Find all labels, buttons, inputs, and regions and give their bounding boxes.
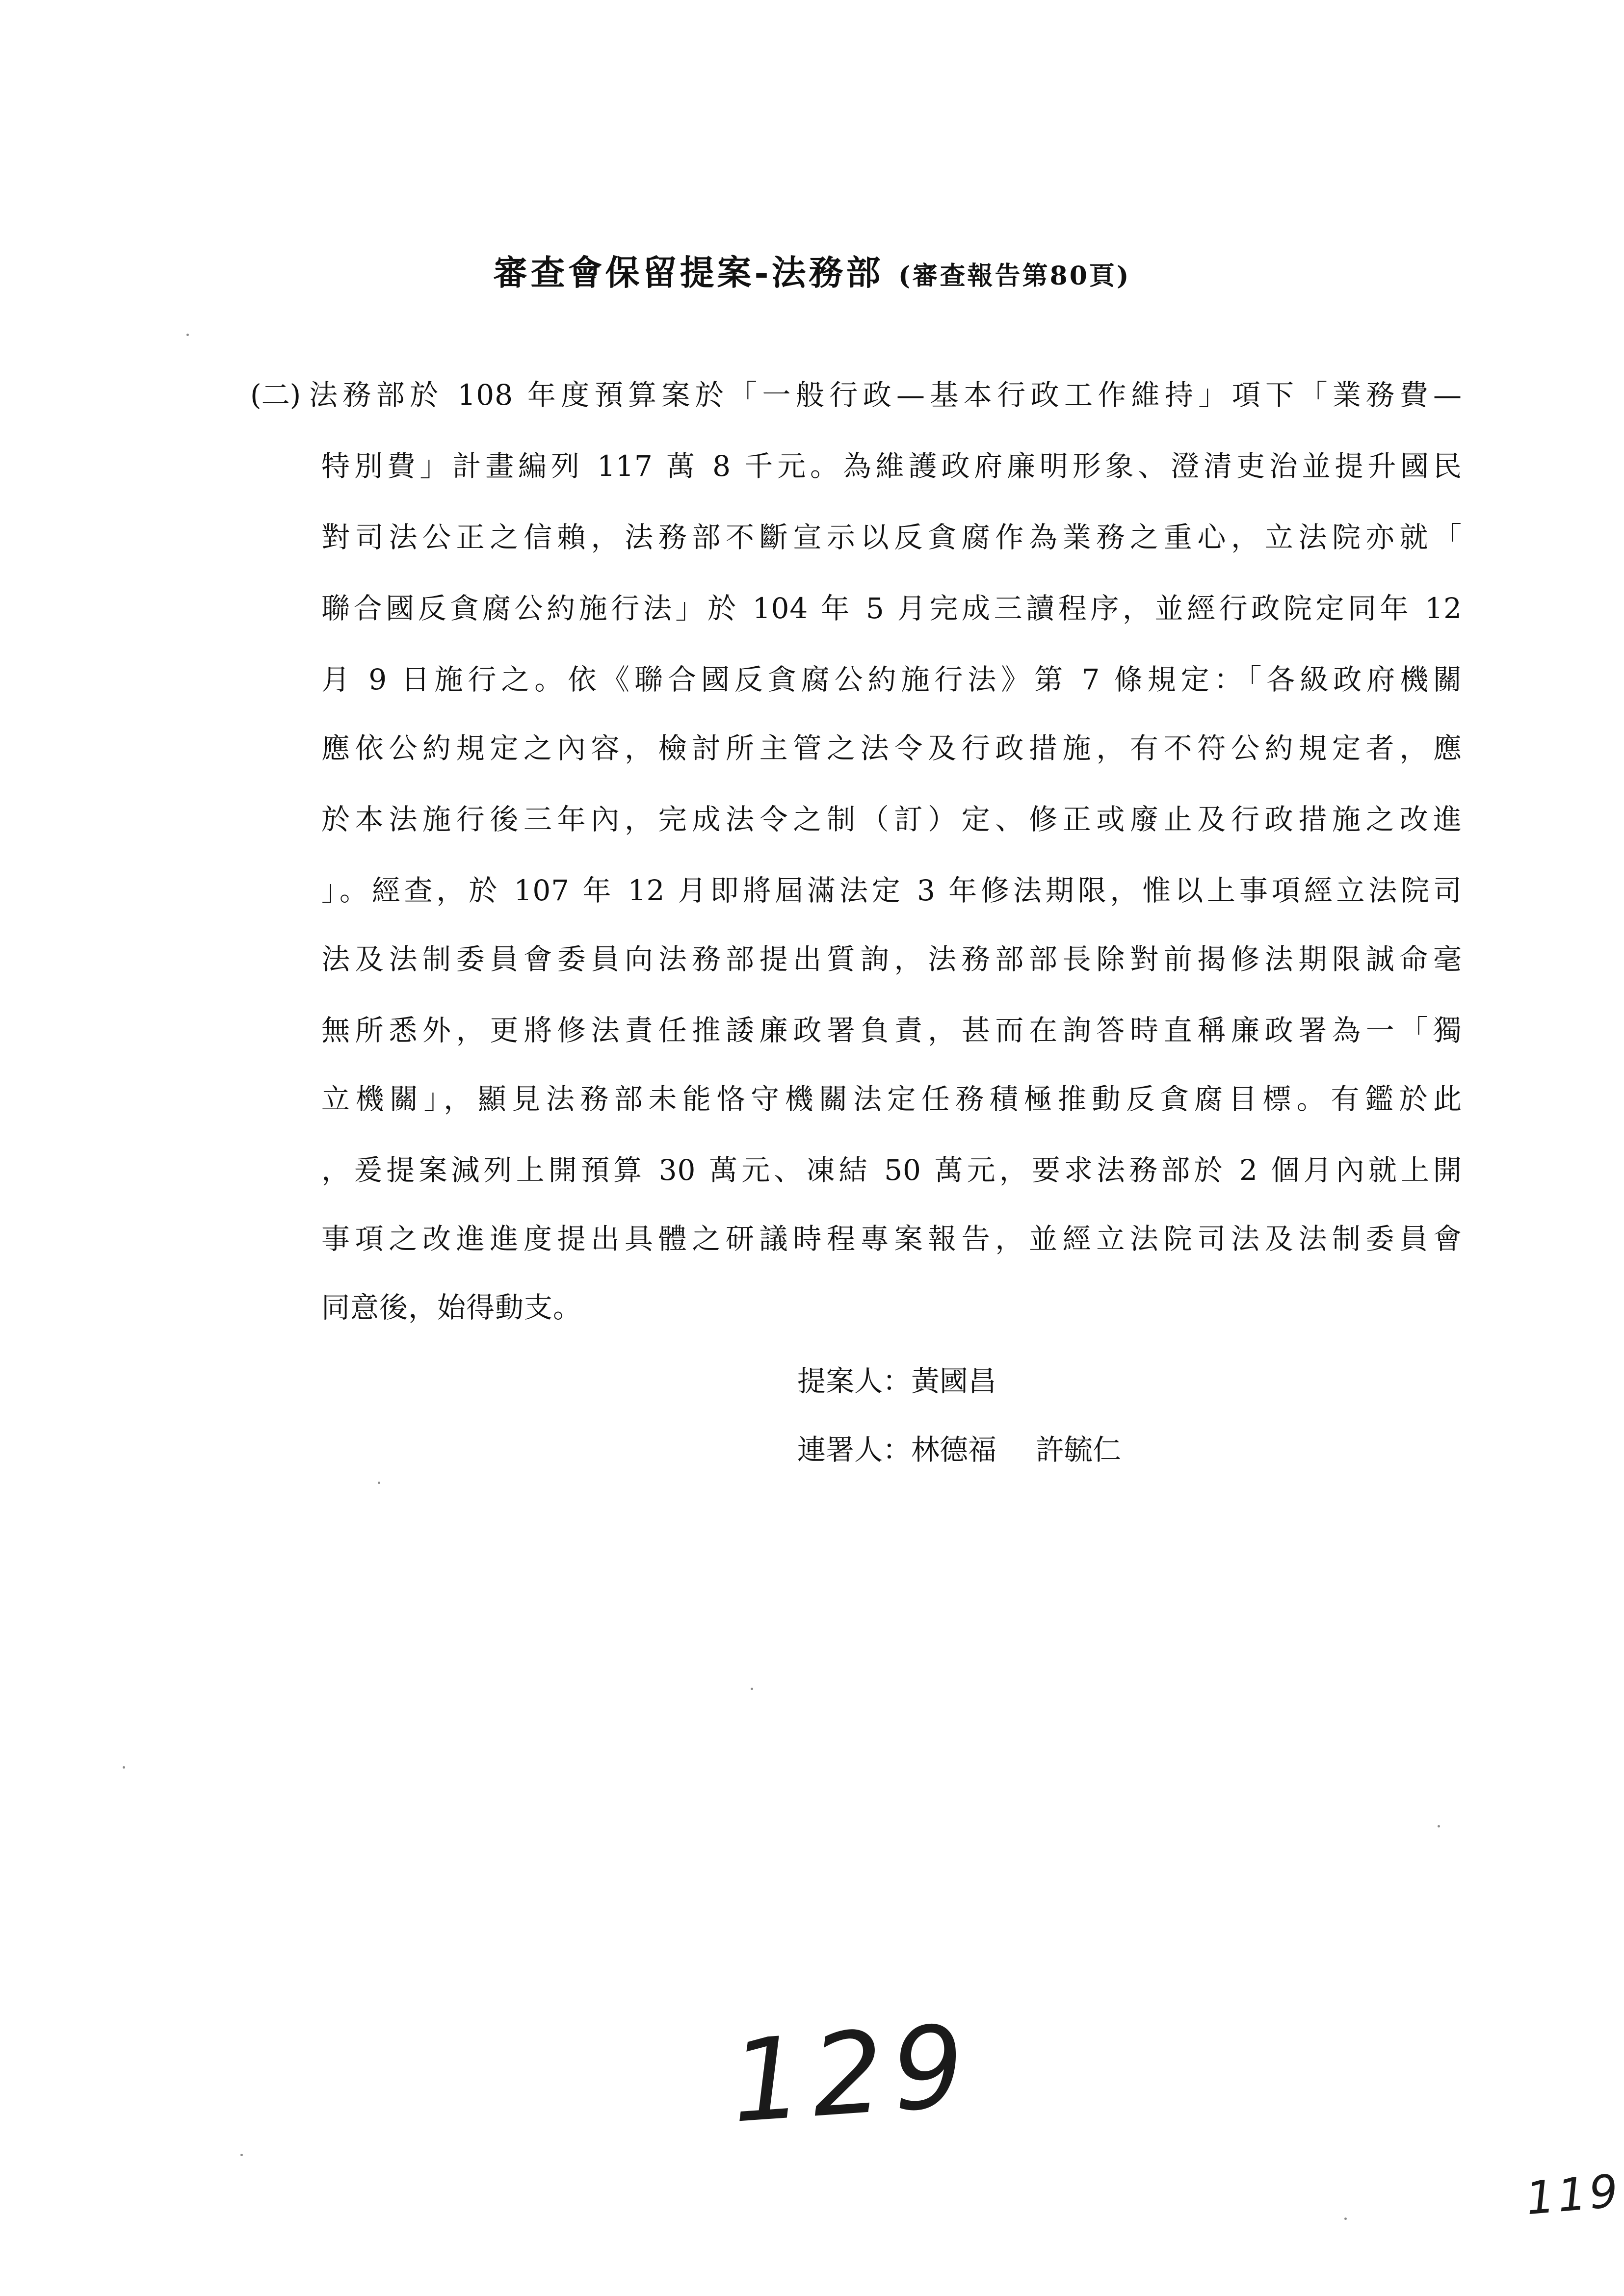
body-line: 於本法施行後三年內，完成法令之制（訂）定、修正或廢止及行政措施之改進 — [321, 803, 1462, 836]
body-line: 同意後，始得動支。 — [321, 1291, 582, 1324]
handwritten-page-number: 129 — [727, 2001, 977, 2148]
body-line: ，爰提案減列上開預算 30 萬元、凍結 50 萬元，要求法務部於 2 個月內就上開 — [321, 1153, 1462, 1187]
body-line: 對司法公正之信賴，法務部不斷宣示以反貪腐作為業務之重心，立法院亦就「 — [321, 521, 1462, 554]
body-line: 無所悉外，更將修法責任推諉廉政署負責，甚而在詢答時直稱廉政署為一「獨 — [321, 1014, 1462, 1047]
scan-speck — [1438, 1825, 1440, 1827]
body-line: 法及法制委員會委員向法務部提出質詢，法務部部長除對前揭修法期限誠命毫 — [321, 942, 1462, 976]
proposer-line: 提案人：黃國昌 — [797, 1364, 997, 1398]
scan-speck — [186, 334, 189, 336]
title-text: 審查會保留提案-法務部 — [493, 252, 884, 293]
cosigner-name: 許毓仁 — [1036, 1433, 1122, 1466]
cosigners-label: 連署人：林德福 — [797, 1433, 997, 1466]
body-line: 應依公約規定之內容，檢討所主管之法令及行政措施，有不符公約規定者，應 — [321, 731, 1462, 765]
scan-speck — [751, 1688, 753, 1690]
body-line: 立機關」，顯見法務部未能恪守機關法定任務積極推動反貪腐目標。有鑑於此 — [321, 1082, 1462, 1116]
body-line: 」。經查，於 107 年 12 月即將屆滿法定 3 年修法期限，惟以上事項經立法院司 — [321, 874, 1462, 907]
cosigners-line — [797, 1433, 1121, 1467]
scan-speck — [378, 1482, 380, 1484]
body-line: 法務部於 108 年度預算案於「一般行政—基本行政工作維持」項下「業務費— — [309, 378, 1462, 412]
scan-speck — [1344, 2218, 1347, 2220]
body-line: 特別費」計畫編列 117 萬 8 千元。為維護政府廉明形象、澄清吏治並提升國民 — [321, 449, 1462, 483]
title-note: (審查報告第80頁) — [898, 261, 1131, 291]
body-line: 聯合國反貪腐公約施行法」於 104 年 5 月完成三讀程序，並經行政院定同年 12 — [321, 592, 1462, 625]
body-line: 事項之改進進度提出具體之研議時程專案報告，並經立法院司法及法制委員會 — [321, 1222, 1462, 1255]
item-number: (二) — [250, 378, 301, 412]
scan-speck — [123, 1766, 125, 1769]
page-number: 119 — [1523, 2164, 1623, 2225]
scan-speck — [240, 2154, 243, 2156]
page-title — [0, 245, 1624, 295]
body-line: 月 9 日施行之。依《聯合國反貪腐公約施行法》第 7 條規定：「各級政府機關 — [321, 663, 1462, 696]
